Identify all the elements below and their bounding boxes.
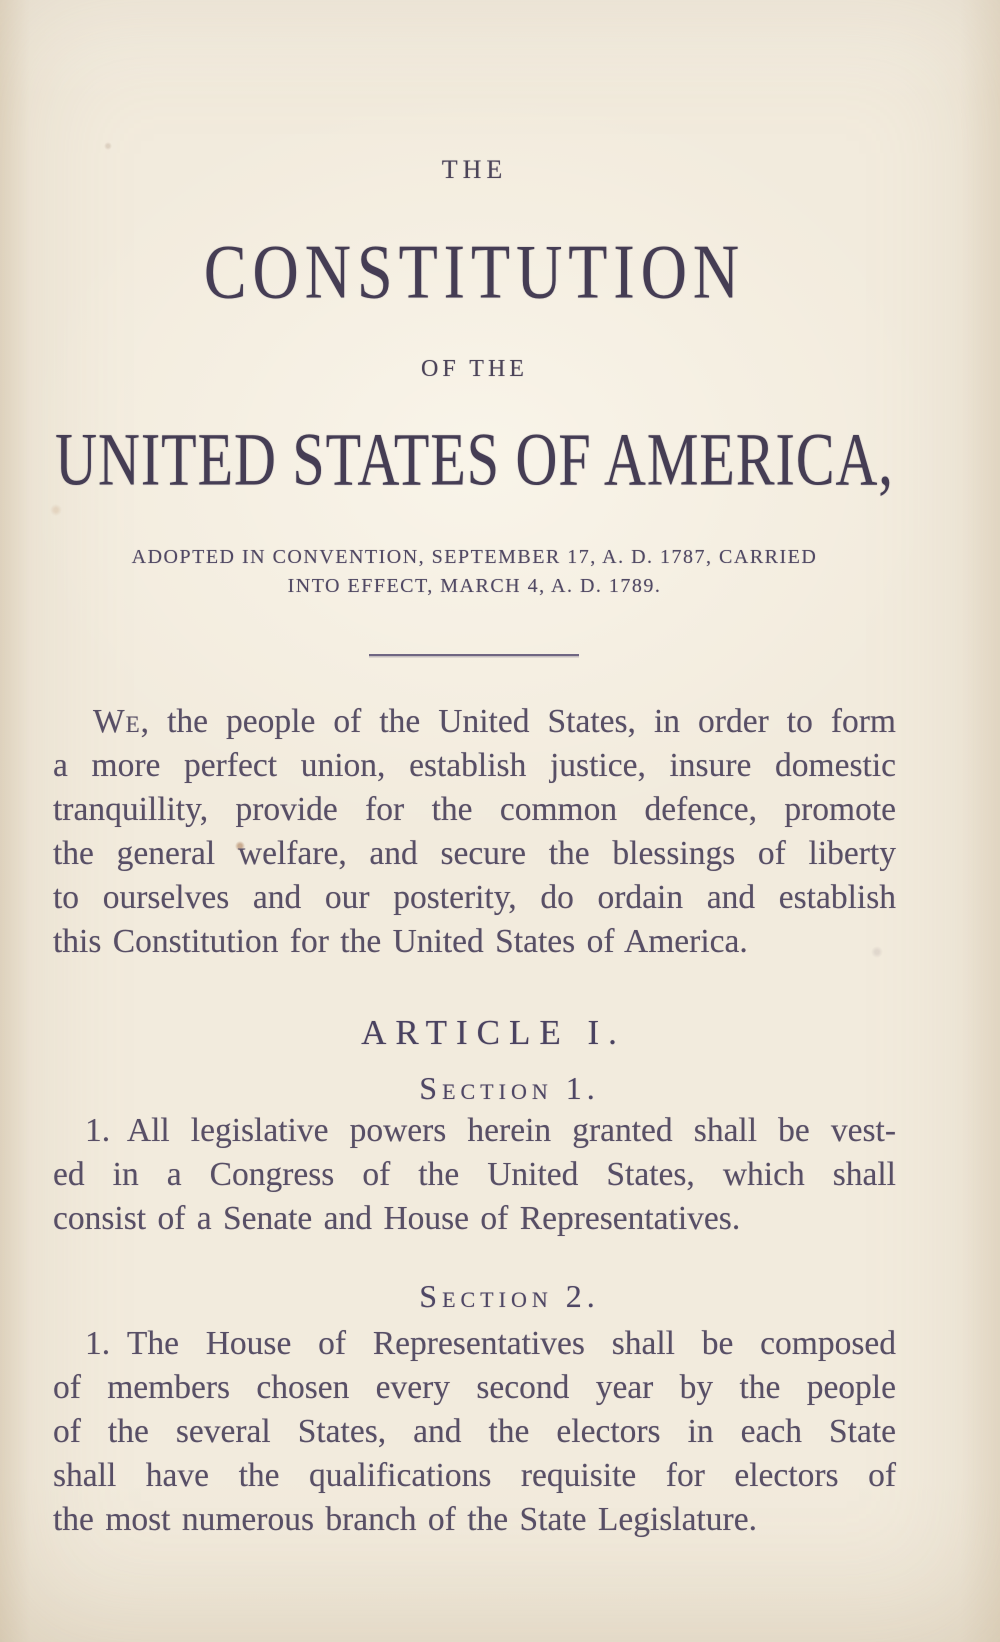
text-line: of the several States, and the electors in each State (53, 1413, 896, 1450)
article-1-section-1-paragraph (53, 1109, 896, 1241)
article-1-heading: ARTICLE I. (361, 1013, 626, 1052)
article-1-section-2-paragraph (53, 1322, 896, 1542)
adoption-line-2: INTO EFFECT, MARCH 4, A. D. 1789. (287, 575, 662, 597)
text-line: of members chosen every second year by the people (53, 1369, 896, 1406)
divider-rule (369, 654, 579, 656)
adoption-note (53, 543, 896, 601)
text-line: this Constitution for the United States of America. (53, 923, 748, 960)
text-line: 1. The House of Representatives shall be composed (85, 1325, 896, 1362)
section-2-heading: Section 2. (419, 1278, 600, 1314)
of-the-label: OF THE (421, 356, 528, 382)
text-line: 1. All legislative powers herein granted shall be vest- (85, 1112, 896, 1149)
text-line: consist of a Senate and House of Representatives. (53, 1200, 741, 1237)
text-segment: We (93, 703, 141, 740)
adoption-line-1: ADOPTED IN CONVENTION, SEPTEMBER 17, A. D. 1787, CARRIED (131, 546, 818, 568)
subtitle-united-states: UNITED STATES OF AMERICA, (55, 416, 894, 502)
text-line: a more perfect union, establish justice, insure domestic (53, 747, 896, 784)
text-segment: , the people of the United States, in order to form (140, 703, 896, 740)
text-line: the most numerous branch of the State Legislature. (53, 1501, 757, 1538)
text-line: the general welfare, and secure the blessings of liberty (53, 835, 896, 872)
main-title: CONSTITUTION (203, 229, 746, 315)
text-line: tranquillity, provide for the common defence, promote (53, 791, 896, 828)
text-line (53, 700, 896, 744)
pretitle: THE (441, 155, 508, 184)
section-1-heading: Section 1. (419, 1070, 600, 1106)
text-line: to ourselves and our posterity, do ordain and establish (53, 879, 896, 916)
text-line: ed in a Congress of the United States, which shall (53, 1156, 896, 1193)
text-line: shall have the qualifications requisite for electors of (53, 1457, 896, 1494)
preamble-paragraph (53, 700, 896, 964)
